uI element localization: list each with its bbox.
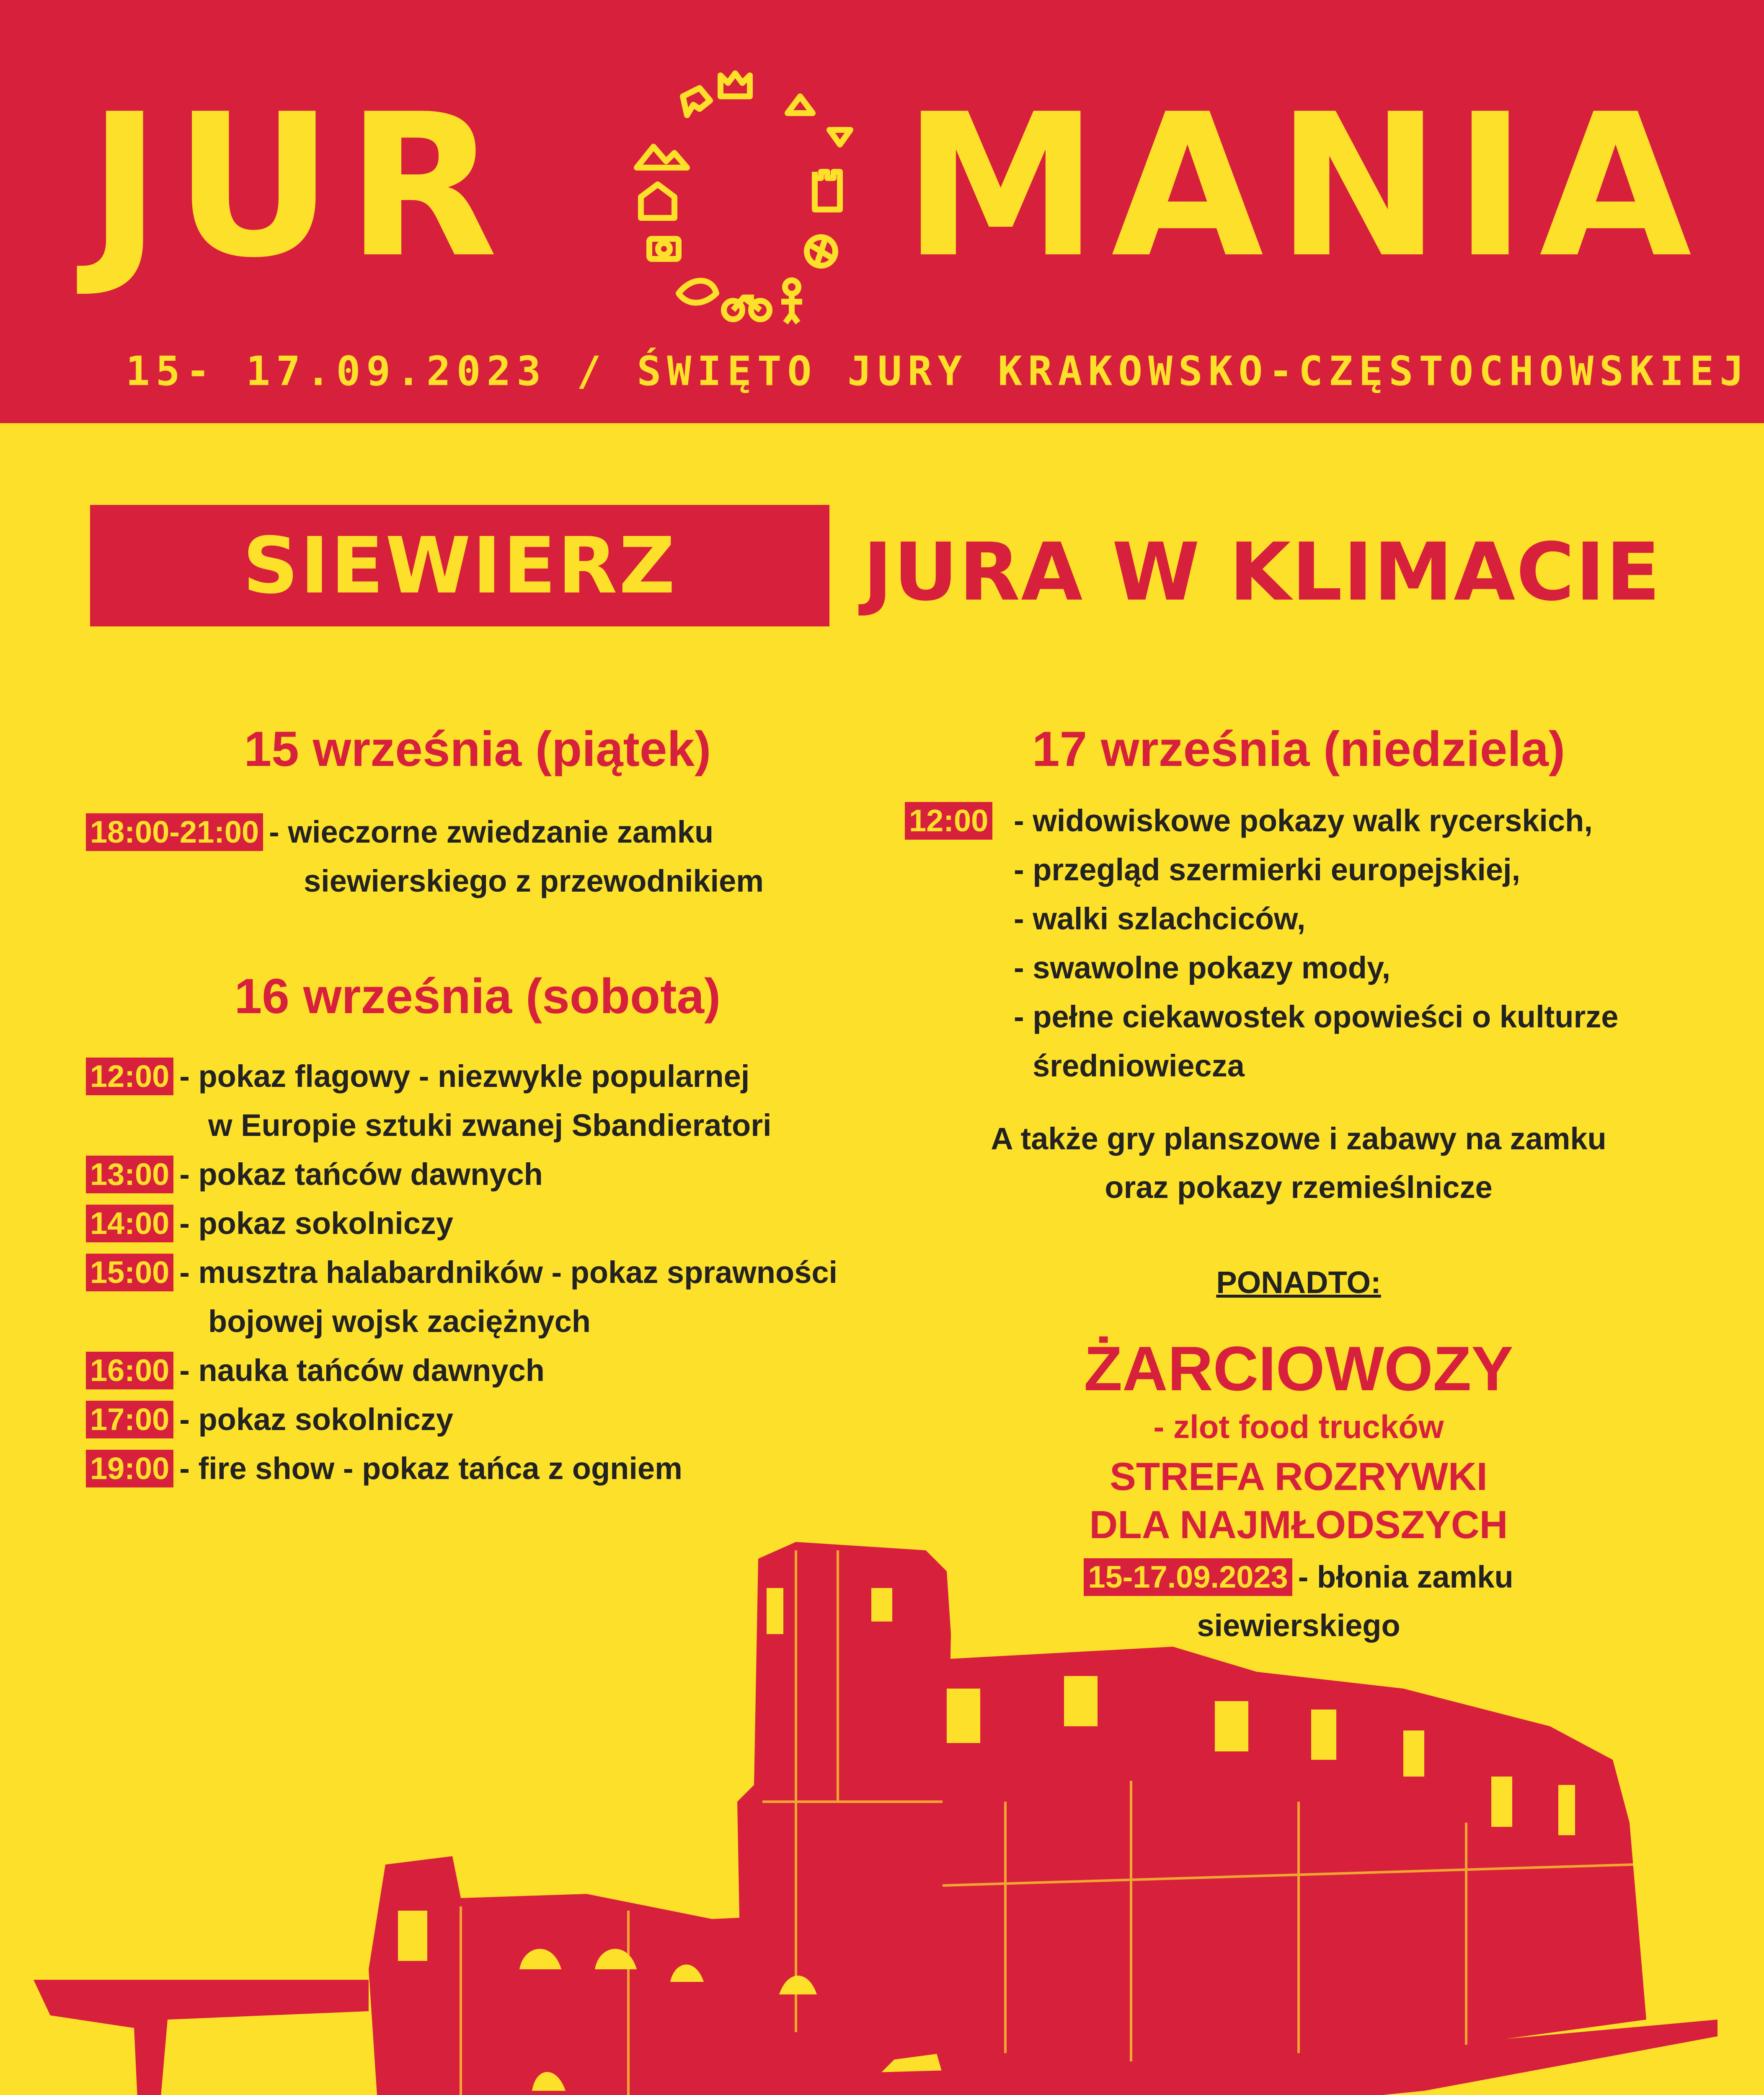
- food-trucks-title: ŻARCIOWOZY: [1084, 1333, 1513, 1404]
- time-tag: 18:00-21:00: [86, 813, 263, 851]
- schedule-text: - pokaz tańców dawnych: [179, 1157, 543, 1192]
- extra-place: - błonia zamku: [1298, 1560, 1513, 1594]
- castle-ruins-illustration: [0, 1508, 1764, 2095]
- activity-item: - przegląd szermierki europejskiej,: [1014, 852, 1521, 887]
- schedule-row: [86, 1347, 545, 1394]
- header-banner: [0, 0, 1764, 423]
- festival-date-line: 15- 17.09.2023 / ŚWIĘTO JURY KRAKOWSKO-CZĘSTOCHOWSKIEJ: [126, 348, 1750, 395]
- day2-heading: 16 września (sobota): [234, 969, 721, 1024]
- time-tag: 19:00: [86, 1450, 173, 1487]
- schedule-row: [86, 1445, 682, 1492]
- activity-item: - walki szlachciców,: [1014, 901, 1306, 936]
- schedule-text-cont: w Europie sztuki zwanej Sbandieratori: [208, 1108, 772, 1143]
- activity-item: - swawolne pokazy mody,: [1014, 950, 1391, 985]
- also-line-2: oraz pokazy rzemieślnicze: [1105, 1170, 1493, 1205]
- event-title: JURA W KLIMACIE: [863, 526, 1661, 618]
- day1-heading: 15 września (piątek): [244, 722, 711, 777]
- schedule-text: - pokaz sokolniczy: [179, 1206, 454, 1241]
- time-tag: 15:00: [86, 1254, 173, 1291]
- schedule-row: [86, 809, 713, 856]
- schedule-text: - fire show - pokaz tańca z ogniem: [179, 1451, 682, 1486]
- schedule-text: - pokaz flagowy - niezwykle popularnej: [179, 1059, 750, 1094]
- town-title: SIEWIERZ: [243, 520, 677, 611]
- schedule-row: [86, 1151, 543, 1198]
- date-tag: 15-17.09.2023: [1084, 1558, 1292, 1596]
- time-tag: 17:00: [86, 1401, 173, 1438]
- town-title-box: [90, 505, 829, 626]
- time-tag: 12:00: [86, 1058, 173, 1095]
- food-trucks-sub: - zlot food trucków: [1153, 1408, 1444, 1445]
- schedule-text-cont: bojowej wojsk zaciężnych: [208, 1304, 591, 1339]
- extra-place-cont: siewierskiego: [1197, 1608, 1400, 1643]
- activity-item: - widowiskowe pokazy walk rycerskich,: [1014, 803, 1593, 838]
- extra-label: PONADTO:: [1216, 1265, 1381, 1300]
- time-tag: 14:00: [86, 1205, 173, 1242]
- time-tag: 16:00: [86, 1352, 173, 1389]
- day3-heading: 17 września (niedziela): [1032, 722, 1565, 777]
- schedule-text: - pokaz sokolniczy: [179, 1402, 454, 1437]
- schedule-row: [86, 1053, 749, 1100]
- schedule-row: [905, 797, 998, 844]
- schedule-text: - musztra halabardników - pokaz sprawności: [179, 1255, 838, 1290]
- schedule-text-cont: siewierskiego z przewodnikiem: [304, 864, 764, 898]
- jura-attractions-ring-icon: [595, 59, 863, 327]
- schedule-text: - wieczorne zwiedzanie zamku: [269, 815, 714, 849]
- time-tag: 12:00: [905, 802, 992, 840]
- schedule-row: [86, 1249, 837, 1296]
- kids-zone-line-1: STREFA ROZRYWKI: [1110, 1454, 1488, 1498]
- also-line-1: A także gry planszowe i zabawy na zamku: [991, 1121, 1606, 1156]
- logo-text-left: JUR: [88, 72, 511, 301]
- time-tag: 13:00: [86, 1156, 173, 1193]
- schedule-row: [86, 1396, 453, 1443]
- activity-item-cont: średniowiecza: [1033, 1048, 1245, 1083]
- schedule-text: - nauka tańców dawnych: [179, 1353, 545, 1388]
- logo-text-right: MANIA: [903, 72, 1705, 301]
- activity-item: - pełne ciekawostek opowieści o kulturze: [1014, 999, 1619, 1034]
- kids-zone-line-2: DLA NAJMŁODSZYCH: [1089, 1503, 1508, 1547]
- schedule-row: [86, 1200, 453, 1247]
